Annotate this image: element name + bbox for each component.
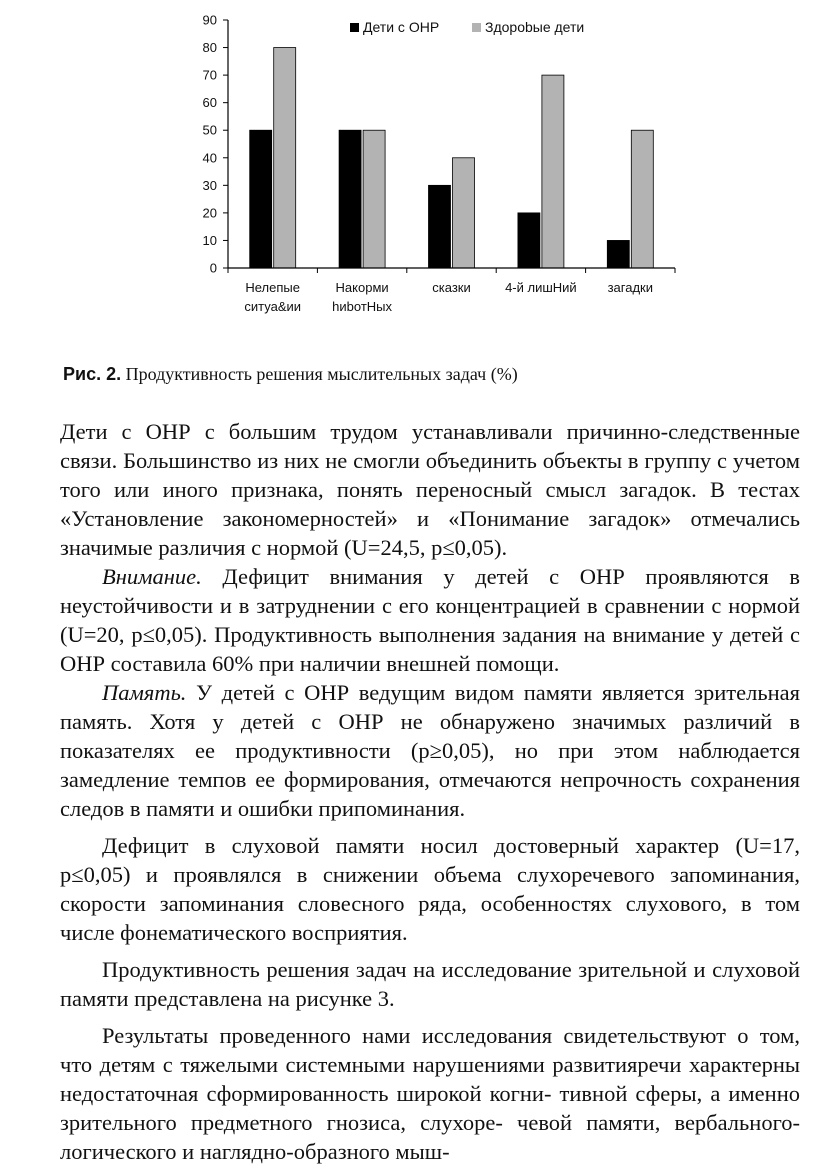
bar-series-1 bbox=[339, 130, 361, 268]
bar-series-2 bbox=[363, 130, 385, 268]
bar-series-1 bbox=[607, 240, 629, 268]
legend-label-series-1: Дети с ОНР bbox=[363, 19, 440, 35]
x-category-label: Нелепые bbox=[245, 280, 301, 295]
bar-series-2 bbox=[274, 48, 296, 268]
y-tick-label: 70 bbox=[202, 67, 217, 83]
paragraph-4: Дефицит в слуховой памяти носил достоверный характер (U=17, p≤0,05) и проявлялся в снижении объема слухоречевого запоминания, скорости запоминания словесного ряда, особенностях слухового, в том числе фонематического восприятия. bbox=[60, 833, 800, 945]
y-tick-label: 10 bbox=[202, 232, 217, 248]
legend-label-series-2: Здороbые дети bbox=[485, 19, 585, 35]
legend-swatch-series-2 bbox=[472, 23, 481, 32]
bar-chart bbox=[0, 0, 816, 330]
paragraph-2-heading: Внимание. bbox=[102, 564, 202, 589]
paragraph-3-text: У детей с ОНР ведущим видом памяти является зрительная память. Хотя у детей с ОНР не обнаружено значимых различий в показателях ее продуктивности (p≥0,05), но при этом наблюдается замедление темпов ее формирования, отмечаются непрочность сохранения следов в памяти и ошибки припоминания. bbox=[60, 680, 800, 821]
paragraph-2-text: Дефицит внимания у детей с ОНР проявляются в неустойчивости и в затруднении с его концентрацией в сравнении с нормой (U=20, p≤0,05). Продуктивность выполнения задания на внимание у детей с ОНР составила 60% при наличии внешней помощи. bbox=[60, 564, 800, 676]
figure-label: Рис. 2. bbox=[63, 364, 122, 384]
article-body bbox=[60, 417, 800, 1166]
bar-series-1 bbox=[250, 130, 272, 268]
bar-series-2 bbox=[453, 158, 475, 268]
bar-series-2 bbox=[631, 130, 653, 268]
y-tick-label: 90 bbox=[202, 12, 217, 28]
bar-series-1 bbox=[429, 185, 451, 268]
bar-series-2 bbox=[542, 75, 564, 268]
x-category-label: 4-й лишНий bbox=[505, 280, 577, 295]
y-tick-label: 60 bbox=[202, 95, 217, 111]
y-tick-label: 40 bbox=[202, 150, 217, 166]
paragraph-3 bbox=[60, 678, 800, 823]
legend-swatch-series-1 bbox=[350, 23, 359, 32]
paragraph-6: Результаты проведенного нами исследования свидетельствуют о том, что детям с тяжелыми системными нарушениями развитияречи характерны недостаточная сформированность широкой когни- тивной сферы, а именно зрительного предметного гнозиса, слухоре- чевой памяти, вербального-логического и наглядно-образного мыш- bbox=[60, 1023, 800, 1164]
legend bbox=[350, 19, 584, 35]
x-category-label: сказки bbox=[432, 280, 471, 295]
paragraph-3-heading: Память. bbox=[102, 680, 187, 705]
figure-caption-text: Продуктивность решения мыслительных задач (%) bbox=[121, 364, 518, 384]
x-category-label: загадки bbox=[607, 280, 654, 295]
x-category-label: ситуа&ии bbox=[244, 299, 302, 314]
figure-caption bbox=[63, 364, 518, 385]
bar-series-1 bbox=[518, 213, 540, 268]
x-category-label: Накорми bbox=[335, 280, 389, 295]
paragraph-1: Дети с ОНР с большим трудом устанавливали причинно-следственные связи. Большинство из них не смогли объединить объекты в группу с учетом того или иного признака, понять переносный смысл загадок. В тестах «Установление закономерностей» и «Понимание загадок» отмечались значимые различия с нормой (U=24,5, p≤0,05). bbox=[60, 419, 800, 560]
y-tick-label: 20 bbox=[202, 205, 217, 221]
y-tick-label: 30 bbox=[202, 177, 217, 193]
paragraph-2 bbox=[60, 562, 800, 678]
paragraph-5: Продуктивность решения задач на исследование зрительной и слуховой памяти представлена на рисунке 3. bbox=[60, 957, 800, 1011]
x-category-label: hиbотНых bbox=[332, 299, 393, 314]
y-tick-label: 80 bbox=[202, 40, 217, 56]
y-tick-label: 0 bbox=[209, 260, 217, 276]
y-tick-label: 50 bbox=[202, 122, 217, 138]
